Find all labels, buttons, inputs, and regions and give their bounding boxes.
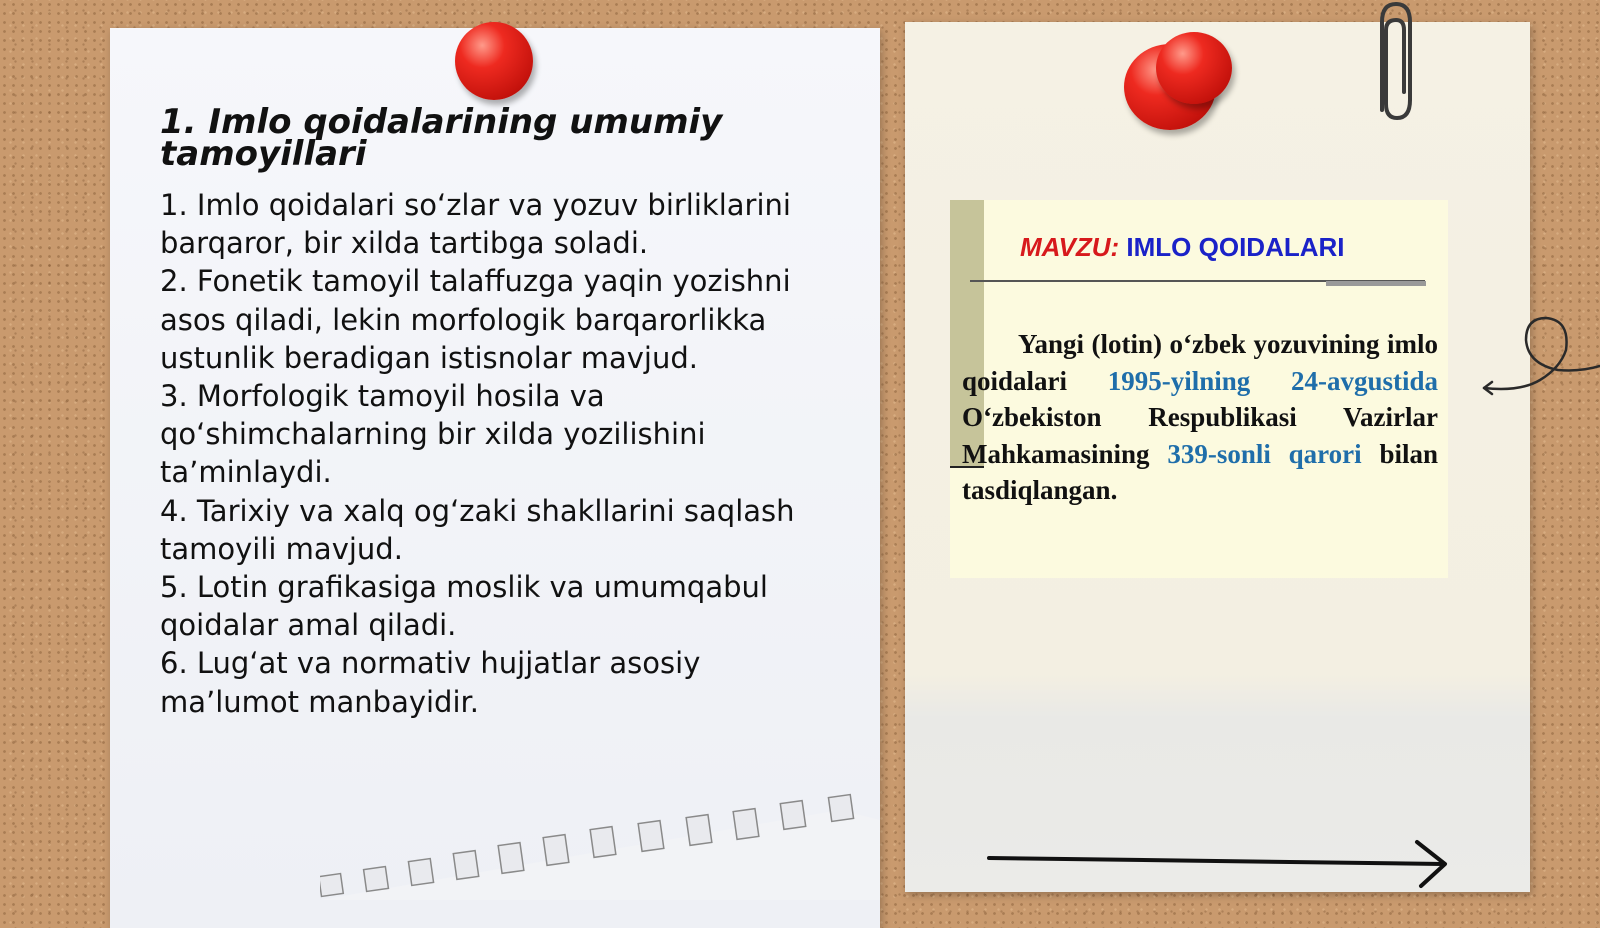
page-title: 1. Imlo qoidalarining umumiy tamoyillari <box>160 102 723 174</box>
list-item: 3. Morfologik tamoyil hosila va qo‘shimchalarning bir xilda yozilishini ta’minlaydi. <box>160 379 706 490</box>
push-pin-icon <box>455 22 533 100</box>
paragraph-text: bilan tasdiqlangan. <box>962 438 1438 505</box>
divider-accent <box>1326 281 1426 286</box>
topic-value: IMLO QOIDALARI <box>1126 232 1345 262</box>
topic-paragraph <box>962 326 1438 509</box>
list-item: 6. Lug‘at va normativ hujjatlar asosiy ma’lumot manbayidir. <box>160 646 701 719</box>
decree-number: 339-sonli qarori <box>1167 438 1362 469</box>
list-item: 2. Fonetik tamoyil talaffuzga yaqin yozishni asos qiladi, lekin morfologik barqarorlikka ustunlik beradigan istisnolar mavjud. <box>160 264 791 375</box>
paragraph-text: O‘zbekiston Respublikasi Vazirlar Mahkamasining <box>962 402 1438 469</box>
push-pin-icon <box>1156 32 1232 104</box>
approval-date: 1995-yilning 24-avgustida <box>1107 365 1438 396</box>
principles-list <box>160 186 840 721</box>
list-item: 4. Tarixiy va xalq og‘zaki shakllarini saqlash tamoyili mavjud. <box>160 493 795 566</box>
paragraph-text: Yangi (lotin) o‘zbek yozuvining imlo qoidalari <box>962 329 1438 396</box>
paper-clip-icon <box>1370 0 1420 125</box>
topic-label: MAVZU: <box>1020 232 1120 262</box>
list-item: 5. Lotin grafikasiga moslik va umumqabul qoidalar amal qiladi. <box>160 570 768 643</box>
torn-tabs-decoration <box>320 790 880 900</box>
arrow-right-icon[interactable] <box>985 830 1455 890</box>
list-item: 1. Imlo qoidalari so‘zlar va yozuv birliklarini barqaror, bir xilda tartibga soladi. <box>160 188 791 261</box>
loop-doodle-icon <box>1480 310 1600 410</box>
topic-heading <box>1020 232 1345 263</box>
